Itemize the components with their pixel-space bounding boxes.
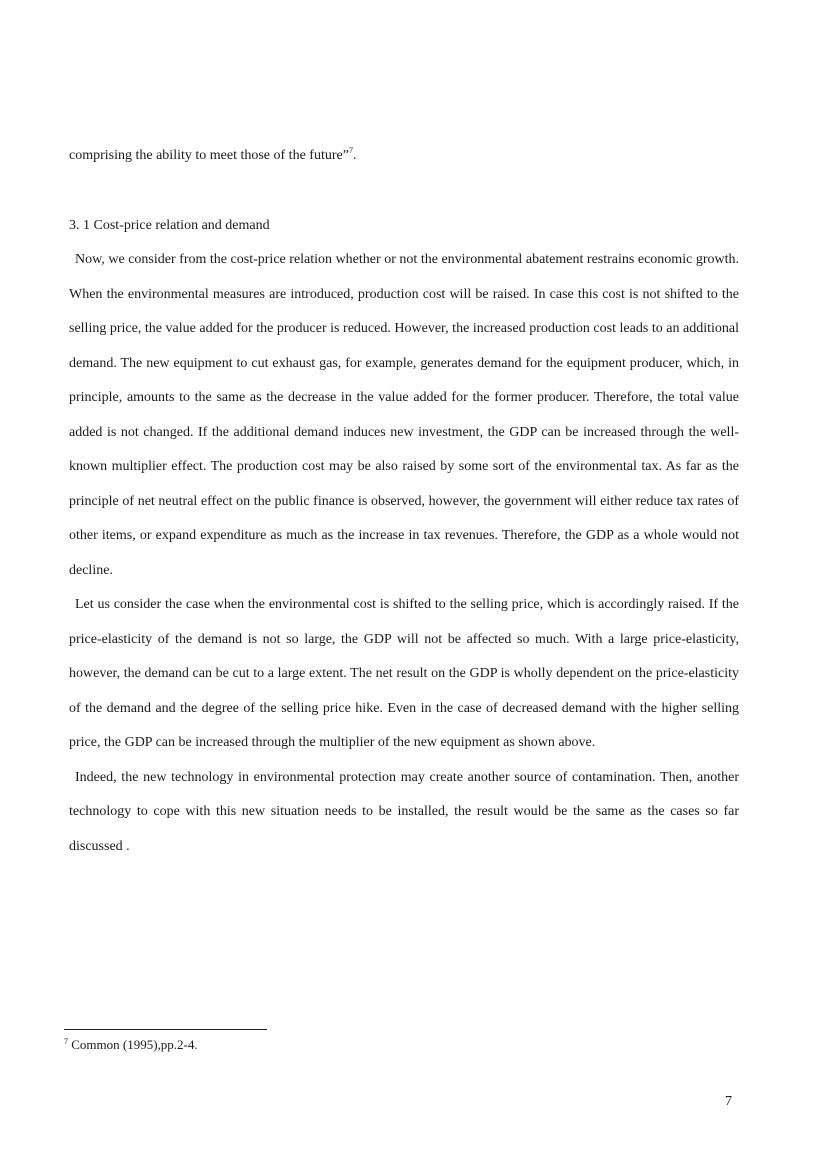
body-paragraph-3: Indeed, the new technology in environmental protection may create another source of contamination. Then, another technology to cope with this new situation needs to be installed, the result would be the same as the cases so far discussed . [69, 769, 739, 854]
footnote-reference: 7 [348, 146, 353, 155]
footnote-text: Common (1995),pp.2-4. [68, 1037, 198, 1052]
page-number: 7 [725, 1094, 732, 1109]
section-heading-block [69, 209, 739, 244]
lead-text: comprising the ability to meet those of the future” [69, 148, 349, 163]
section-body [69, 243, 739, 864]
footnote-separator [64, 1029, 267, 1030]
lead-paragraph [69, 139, 739, 174]
body-paragraph-2: Let us consider the case when the environmental cost is shifted to the selling price, which is accordingly raised. If the price-elasticity of the demand is not so large, the GDP will not be affected so much. With a large price-elasticity, however, the demand can be cut to a large extent. The net result on the GDP is wholly dependent on the price-elasticity of the demand and the degree of the selling price hike. Even in the case of decreased demand with the higher selling price, the GDP can be increased through the multiplier of the new equipment as shown above. [69, 597, 739, 750]
body-paragraph-1: Now, we consider from the cost-price relation whether or not the environmental abatement restrains economic growth. When the environmental measures are introduced, production cost will be raised. In case this cost is not shifted to the selling price, the value added for the producer is reduced. However, the increased production cost leads to an additional demand. The new equipment to cut exhaust gas, for example, generates demand for the equipment producer, which, in principle, amounts to the same as the decrease in the value added for the former producer. Therefore, the total value added is not changed. If the additional demand induces new investment, the GDP can be increased through the well-known multiplier effect. The production cost may be also raised by some sort of the environmental tax. As far as the principle of net neutral effect on the public finance is observed, however, the government will either reduce tax rates of other items, or expand expenditure as much as the increase in tax revenues. Therefore, the GDP as a whole would not decline. [69, 252, 739, 578]
footnote [64, 1036, 198, 1054]
lead-line [69, 139, 739, 174]
footnote-marker: 7 [64, 1037, 68, 1046]
lead-end: . [352, 148, 357, 163]
section-heading: 3. 1 Cost-price relation and demand [69, 218, 270, 233]
